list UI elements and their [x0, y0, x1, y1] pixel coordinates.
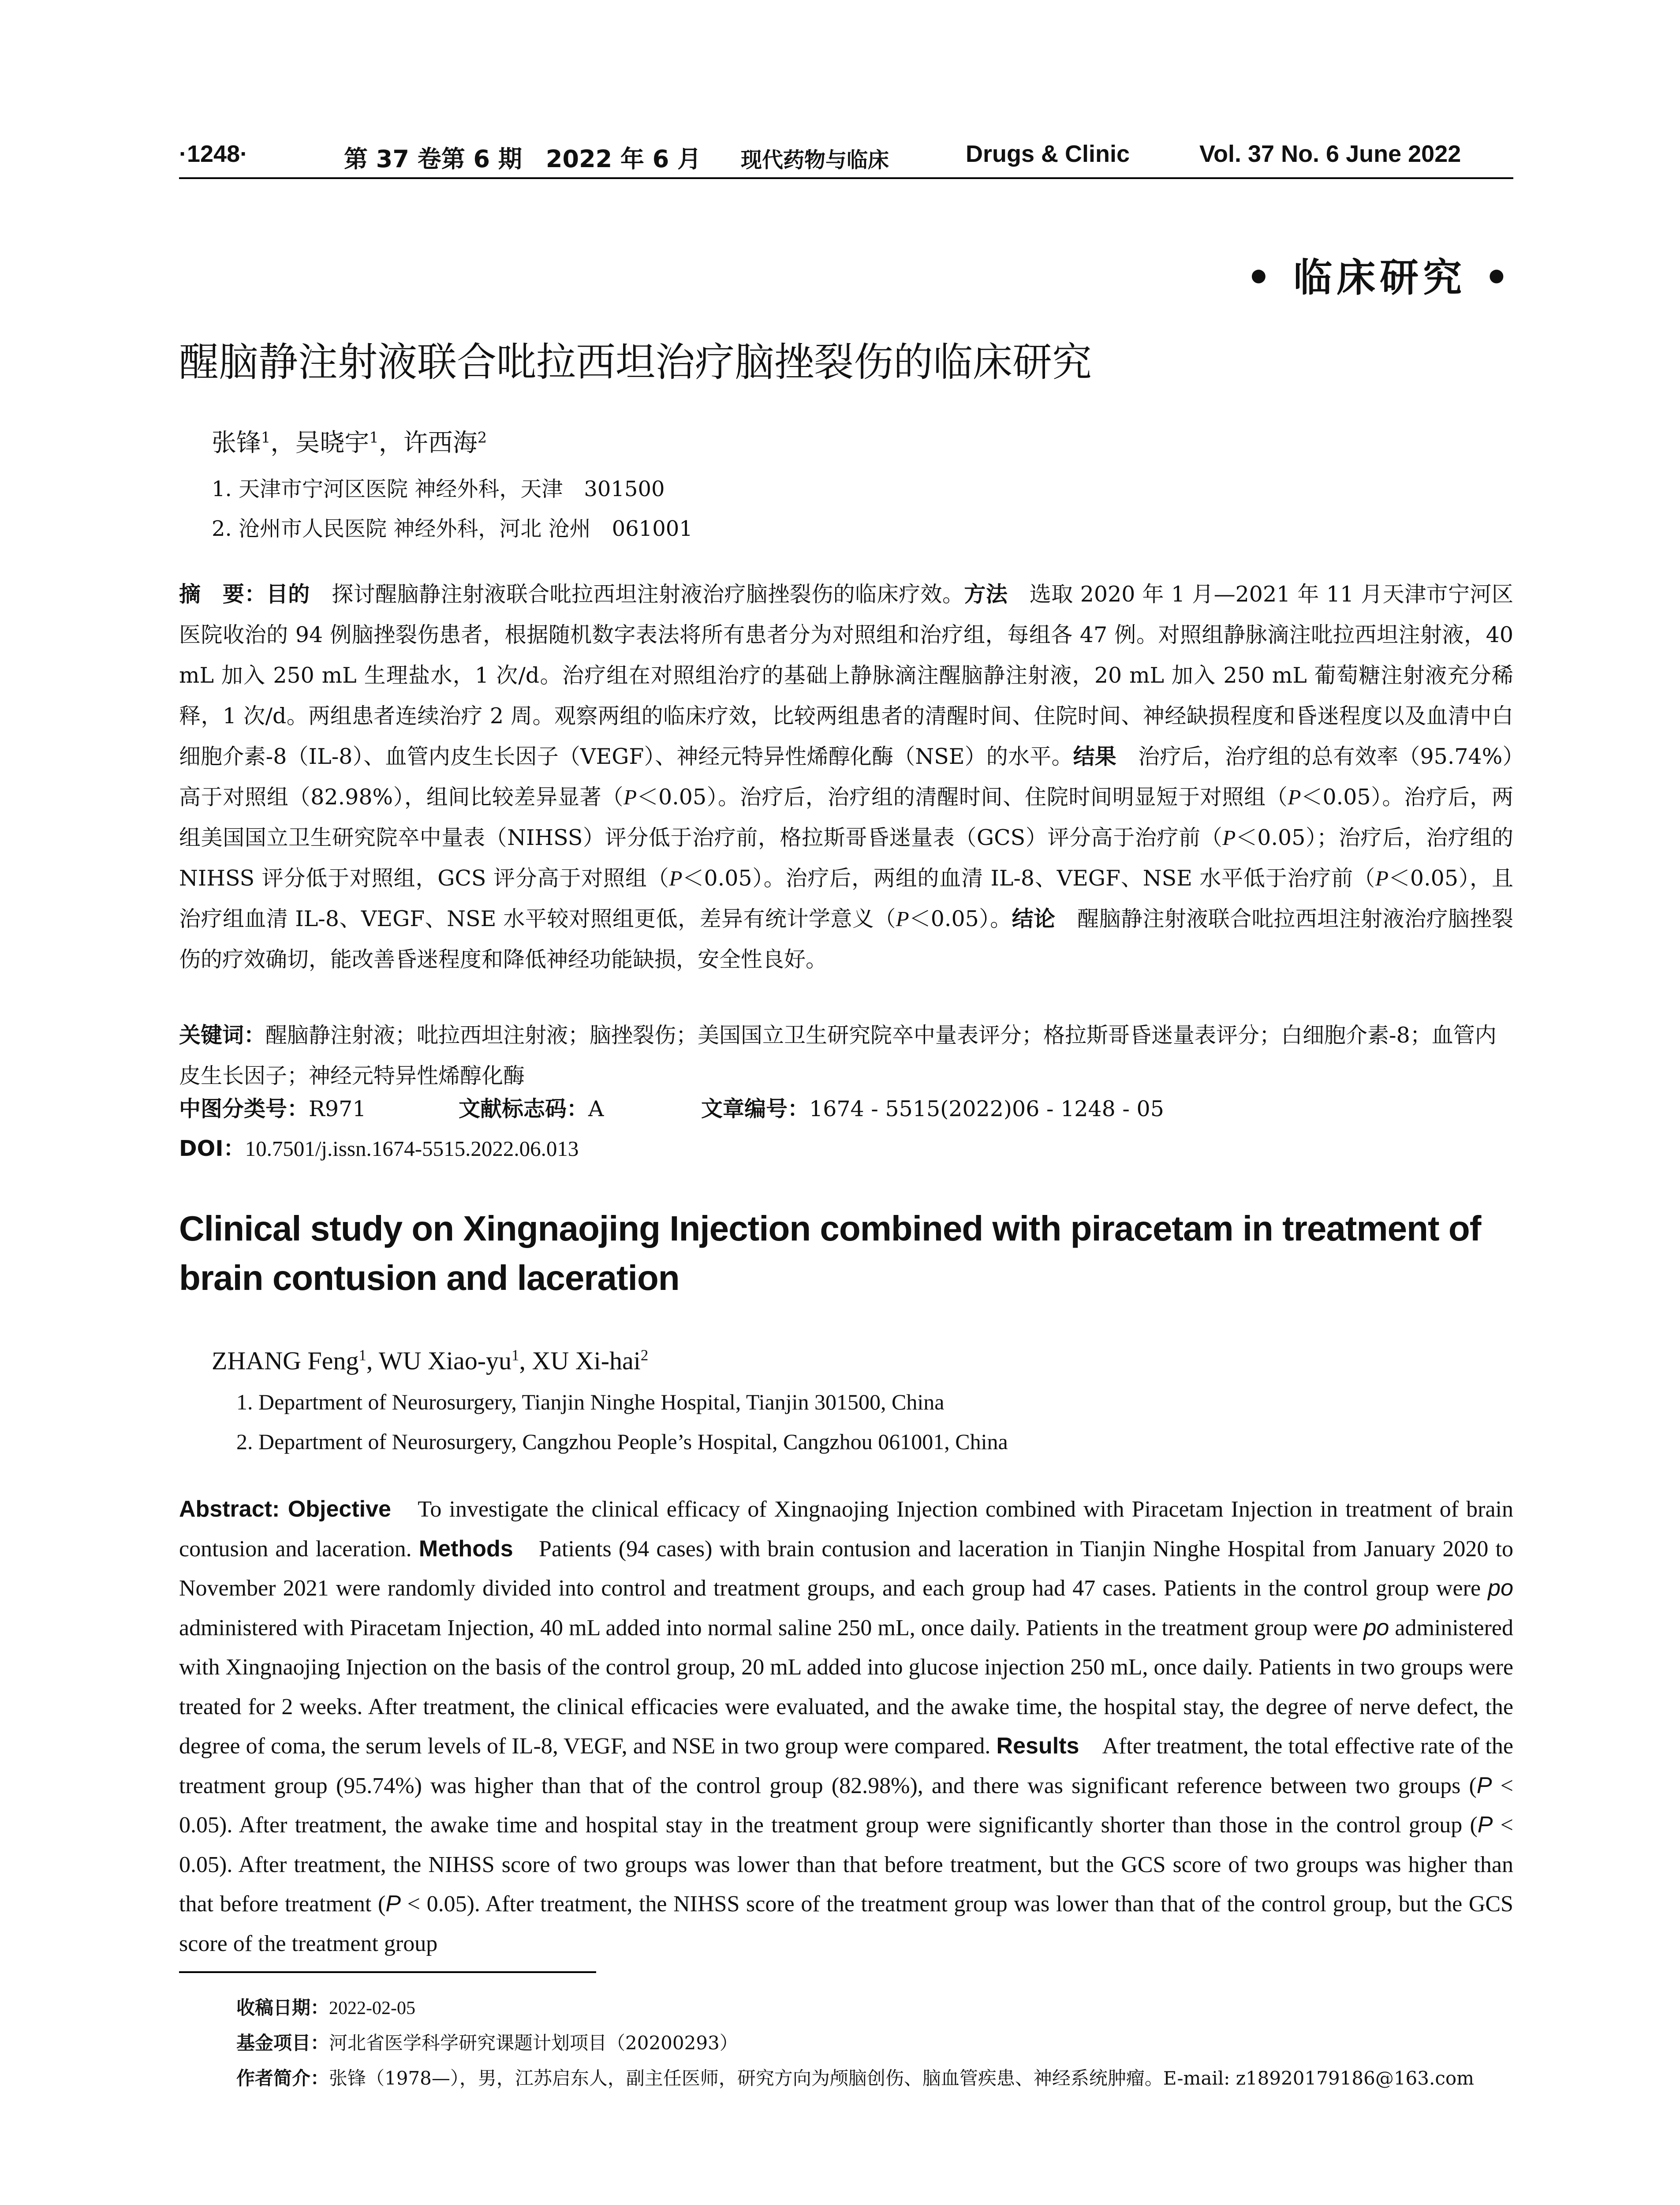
objective-en: To investigate the clinical efficacy of Xingnaojing Injection combined with Piracetam Injection in treatment of brain contusion and laceration.: [179, 1497, 1513, 1562]
article-number: [701, 1092, 1164, 1123]
results-en-label: Results: [996, 1733, 1079, 1759]
clc-label: 中图分类号：: [179, 1096, 309, 1121]
p-value-symbol: P: [1288, 785, 1301, 809]
clc-value: R971: [309, 1096, 366, 1121]
journal-name-en: Drugs & Clinic: [966, 141, 1130, 167]
author-1-affiliation: 1: [261, 429, 271, 446]
authors-en: [212, 1346, 648, 1375]
author-2-affiliation: 1: [511, 1346, 519, 1364]
header-rule: [179, 177, 1513, 179]
doi-value: 10.7501/j.issn.1674-5515.2022.06.013: [245, 1136, 579, 1161]
author-3-en: XU Xi-hai: [532, 1346, 641, 1375]
author-2-affiliation: 1: [369, 429, 379, 446]
keywords-cn-text: 醒脑静注射液；吡拉西坦注射液；脑挫裂伤；美国国立卫生研究院卒中量表评分；格拉斯哥昏迷量表评分；白细胞介素-8；血管内皮生长因子；神经元特异性烯醇化酶: [179, 1023, 1497, 1088]
affiliation-cn-1: 1. 天津市宁河区医院 神经外科，天津 301500: [212, 477, 665, 501]
abstract-cn-label: 摘 要：: [179, 582, 266, 607]
issue-cn: 第 37 卷第 6 期 2022 年 6 月: [344, 145, 702, 173]
author-separator: ,: [366, 1346, 379, 1375]
document-code: [459, 1092, 604, 1123]
affiliation-en-1: 1. Department of Neurosurgery, Tianjin Ninghe Hospital, Tianjin 301500, China: [236, 1390, 945, 1414]
objective-cn: 探讨醒脑静注射液联合吡拉西坦注射液治疗脑挫裂伤的临床疗效。: [310, 582, 964, 607]
p-value-symbol: P: [1477, 1812, 1493, 1838]
methods-cn-label: 方法: [964, 582, 1008, 607]
conclusion-cn: 醒脑静注射液联合吡拉西坦注射液治疗脑挫裂伤的疗效确切，能改善昏迷程度和降低神经功能缺损，安全性良好。: [179, 906, 1513, 972]
issue-en: Vol. 37 No. 6 June 2022: [1199, 141, 1461, 167]
author-bio: [236, 2064, 1474, 2090]
methods-en: administered with Piracetam Injection, 40 mL added into normal saline 250 mL, once daily. Patients in the treatment group were: [179, 1615, 1364, 1641]
results-cn: ＜0.05）。治疗后，两组美国国立卫生研究院卒中量表（NIHSS）评分低于治疗前，格拉斯哥昏迷量表（GCS）评分高于治疗前（: [179, 785, 1514, 850]
title-cn: 醒脑静注射液联合吡拉西坦治疗脑挫裂伤的临床研究: [179, 339, 1092, 385]
author-3-affiliation: 2: [477, 429, 487, 446]
abstract-en-label: Abstract: Objective: [179, 1496, 391, 1522]
received-date: [236, 1993, 415, 2020]
received-value: 2022-02-05: [329, 1998, 415, 2018]
objective-cn-label: 目的: [266, 582, 310, 607]
results-cn: ＜0.05）。治疗后，治疗组的清醒时间、住院时间明显短于对照组（: [637, 785, 1288, 810]
author-2-en: WU Xiao-yu: [378, 1346, 512, 1375]
author-2: 吴晓宇: [295, 429, 370, 457]
results-cn: ＜0.05），且治疗组血清 IL-8、VEGF、NSE 水平较对照组更低，差异有统计学意义（: [179, 866, 1513, 931]
methods-en: Patients (94 cases) with brain contusion and laceration in Tianjin Ninghe Hospital from January 2020 to November 2021 were randomly divided into control and treatment groups, and each group had 47 cases. Patients in the control group were: [179, 1536, 1513, 1601]
footnote-rule: [179, 1971, 596, 1973]
methods-cn: 选取 2020 年 1 月—2021 年 11 月天津市宁河区医院收治的 94 例脑挫裂伤患者，根据随机数字表法将所有患者分为对照组和治疗组，每组各 47 例。对照组静脉滴注吡拉西坦注射液，40 mL 加入 250 mL 生理盐水，1 次/d。治疗组在对照组治疗的基础上静脉滴注醒脑静注射液，20 mL 加入 250 mL 葡萄糖注射液充分稀释，1 次/d。两组患者连续治疗 2 周。观察两组的临床疗效，比较两组患者的清醒时间、住院时间、神经缺损程度和昏迷程度以及血清中白细胞介素-8（IL-8）、血管内皮生长因子（VEGF）、神经元特异性烯醇化酶（NSE）的水平。: [179, 582, 1513, 769]
section-label: • 临床研究 •: [1246, 254, 1513, 300]
author-3: 许西海: [403, 429, 478, 457]
results-en: < 0.05). After treatment, the NIHSS score of the treatment group was lower than that of the control group, but the GCS score of the treatment group: [179, 1891, 1513, 1956]
p-value-symbol: P: [896, 907, 909, 931]
results-cn: ＜0.05）。治疗后，两组的血清 IL-8、VEGF、NSE 水平低于治疗前（: [682, 866, 1375, 891]
results-cn: 治疗后，治疗组的总有效率（95.74%）高于对照组（82.98%），组间比较差异显著（: [179, 744, 1513, 810]
affiliation-cn-2: 2. 沧州市人民医院 神经外科，河北 沧州 061001: [212, 516, 693, 541]
author-separator: ，: [378, 429, 403, 457]
doc-code-value: A: [588, 1096, 604, 1121]
methods-en: administered with Xingnaojing Injection on the basis of the control group, 20 mL added into glucose injection 250 mL, once daily. Patients in two groups were treated for 2 weeks. After treatment, the clinical efficacies were evaluated, and the awake time, the hospital stay, the degree of nerve defect, the degree of coma, the serum levels of IL-8, VEGF, and NSE in two group were compared.: [179, 1615, 1514, 1759]
author-3-affiliation: 2: [640, 1346, 649, 1364]
route-po: po: [1363, 1615, 1389, 1641]
keywords-cn-label: 关键词：: [179, 1023, 266, 1048]
author-1-en: ZHANG Feng: [212, 1346, 359, 1375]
received-label: 收稿日期：: [236, 1997, 329, 2018]
doi-label: DOI：: [179, 1136, 245, 1161]
p-value-symbol: P: [1476, 1772, 1492, 1798]
fund-value: 河北省医学科学研究课题计划项目（20200293）: [329, 2032, 738, 2054]
keywords-cn: [179, 1015, 1513, 1096]
results-en: After treatment, the total effective rate of the treatment group (95.74%) was higher than that of the control group (82.98%), and there was significant reference between two groups (: [179, 1734, 1514, 1798]
results-cn: ＜0.05）；治疗后，治疗组的 NIHSS 评分低于对照组，GCS 评分高于对照组（: [179, 825, 1513, 891]
results-en: < 0.05). After treatment, the NIHSS score of two groups was lower than that before treatment, but the GCS score of two groups was higher than that before treatment (: [179, 1813, 1513, 1917]
classification-row: [179, 1092, 366, 1123]
abstract-en: [179, 1490, 1513, 1963]
methods-en-label: Methods: [418, 1536, 513, 1562]
author-separator: ,: [519, 1346, 532, 1375]
results-en: < 0.05). After treatment, the awake time and hospital stay in the treatment group were significantly shorter than those in the control group (: [179, 1773, 1513, 1838]
author-1-affiliation: 1: [358, 1346, 366, 1364]
authors-cn: [212, 423, 487, 459]
fund-project: [236, 2029, 738, 2055]
title-en: Clinical study on Xingnaojing Injection combined with piracetam in treatment of brain contusion and laceration: [179, 1209, 1481, 1297]
results-cn: ＜0.05）。: [909, 906, 1012, 931]
author-separator: ，: [270, 429, 295, 457]
bio-value: 张锋（1978—），男，江苏启东人，副主任医师，研究方向为颅脑创伤、脑血管疾患、神经系统肿瘤。E-mail: z18920179186@163.com: [329, 2067, 1474, 2089]
author-1: 张锋: [212, 429, 261, 457]
doc-code-label: 文献标志码：: [459, 1096, 589, 1121]
article-no-label: 文章编号：: [701, 1096, 810, 1121]
p-value-symbol: P: [623, 785, 637, 809]
p-value-symbol: P: [1375, 866, 1389, 890]
p-value-symbol: P: [1222, 826, 1236, 850]
results-cn-label: 结果: [1073, 744, 1116, 769]
journal-name-cn: 现代药物与临床: [741, 148, 889, 172]
p-value-symbol: P: [669, 866, 683, 890]
route-po: po: [1488, 1575, 1513, 1601]
p-value-symbol: P: [385, 1891, 401, 1917]
bio-label: 作者简介：: [236, 2067, 329, 2089]
fund-label: 基金项目：: [236, 2032, 329, 2054]
page-number: ·1248·: [179, 141, 248, 167]
conclusion-cn-label: 结论: [1012, 906, 1056, 931]
article-no-value: 1674 - 5515(2022)06 - 1248 - 05: [809, 1096, 1164, 1121]
abstract-cn: [179, 574, 1513, 980]
affiliation-en-2: 2. Department of Neurosurgery, Cangzhou People’s Hospital, Cangzhou 061001, China: [236, 1429, 1008, 1454]
doi: [179, 1132, 579, 1162]
